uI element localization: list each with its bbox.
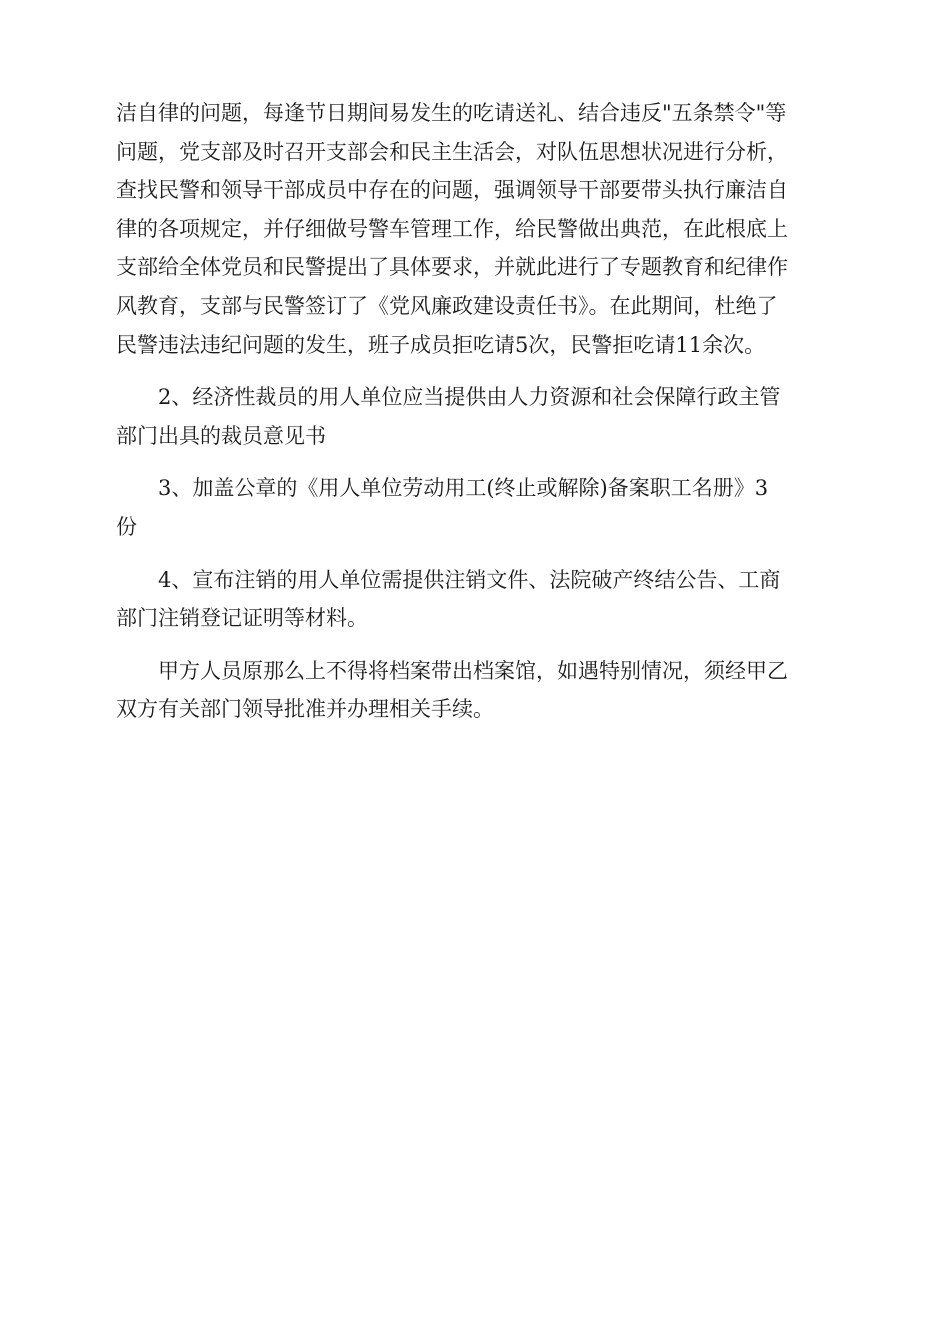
text-line: 查找民警和领导干部成员中存在的问题，强调领导干部要带头执行廉洁自: [116, 178, 788, 203]
paragraph-item-4: [116, 561, 838, 638]
document-body: [116, 94, 838, 743]
text-line: 部门出具的裁员意见书: [116, 423, 326, 448]
paragraph-item-3: [116, 469, 838, 546]
text-line: 部门注销登记证明等材料。: [116, 606, 368, 631]
text-line: 甲方人员原那么上不得将档案带出档案馆，如遇特别情况，须经甲乙: [116, 658, 788, 683]
text-line: 3、加盖公章的《用人单位劳动用工(终止或解除)备案职工名册》3: [116, 476, 769, 501]
text-line: 问题，党支部及时召开支部会和民主生活会，对队伍思想状况进行分析，: [116, 139, 788, 164]
text-line: 洁自律的问题，每逢节日期间易发生的吃请送礼、结合违反"五条禁令"等: [116, 101, 787, 125]
paragraph-discipline: [116, 94, 838, 364]
text-line: 双方有关部门领导批准并办理相关手续。: [116, 697, 494, 722]
text-line: 风教育，支部与民警签订了《党风廉政建设责任书》。在此期间，杜绝了: [116, 293, 778, 318]
paragraph-archive-rule: [116, 652, 838, 729]
text-line: 民警违法违纪问题的发生，班子成员拒吃请5次，民警拒吃请11余次。: [116, 332, 766, 357]
text-line: 4、宣布注销的用人单位需提供注销文件、法院破产终结公告、工商: [116, 567, 781, 592]
text-line: 律的各项规定，并仔细做号警车管理工作，给民警做出典范，在此根底上: [116, 216, 788, 241]
paragraph-item-2: [116, 378, 838, 455]
text-line: 支部给全体党员和民警提出了具体要求，并就此进行了专题教育和纪律作: [116, 255, 788, 280]
text-line: 2、经济性裁员的用人单位应当提供由人力资源和社会保障行政主管: [116, 385, 781, 410]
text-line: 份: [116, 514, 137, 539]
